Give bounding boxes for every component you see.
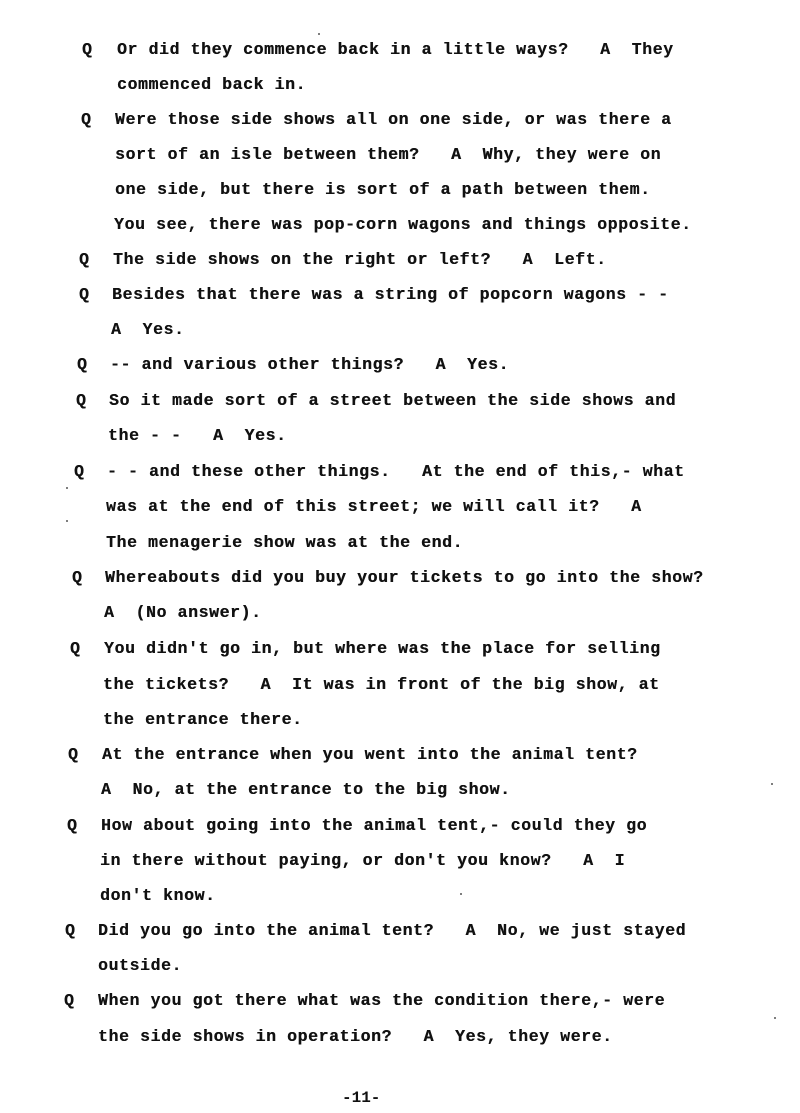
- question-line: Whereabouts did you buy your tickets to go into the show?: [105, 568, 704, 587]
- answer-line: A (No answer).: [104, 603, 262, 622]
- answer-line: A No, at the entrance to the big show.: [101, 780, 511, 799]
- continuation-line: commenced back in.: [117, 75, 307, 94]
- question-marker: Q: [70, 639, 80, 658]
- question-line: Besides that there was a string of popcorn wagons - -: [112, 285, 669, 304]
- question-marker: Q: [79, 285, 89, 304]
- question-marker: Q: [67, 816, 77, 835]
- continuation-line: in there without paying, or don't you know? A I: [100, 851, 626, 870]
- continuation-line: You see, there was pop-corn wagons and things opposite.: [114, 215, 692, 234]
- continuation-line: don't know.: [100, 886, 216, 905]
- question-marker: Q: [81, 110, 91, 129]
- question-marker: Q: [64, 991, 74, 1010]
- scan-speck: [66, 487, 68, 489]
- scan-speck: [774, 1017, 776, 1019]
- question-marker: Q: [76, 391, 86, 410]
- continuation-line: the entrance there.: [103, 710, 303, 729]
- question-marker: Q: [74, 462, 84, 481]
- answer-line: A Yes.: [111, 320, 185, 339]
- question-marker: Q: [72, 568, 82, 587]
- question-line: -- and various other things? A Yes.: [110, 355, 510, 374]
- page-number: -11-: [342, 1089, 381, 1107]
- question-marker: Q: [68, 745, 78, 764]
- scan-speck: [318, 33, 320, 35]
- continuation-line: the side shows in operation? A Yes, they were.: [98, 1027, 613, 1046]
- question-line: So it made sort of a street between the side shows and: [109, 391, 677, 410]
- question-line: At the entrance when you went into the animal tent?: [102, 745, 638, 764]
- question-line: - - and these other things. At the end of this,- what: [107, 462, 685, 481]
- continuation-line: the tickets? A It was in front of the big show, at: [103, 675, 660, 694]
- question-line: You didn't go in, but where was the place for selling: [104, 639, 661, 658]
- continuation-line: was at the end of this street; we will call it? A: [106, 497, 642, 516]
- continuation-line: The menagerie show was at the end.: [106, 533, 464, 552]
- question-line: Or did they commence back in a little ways? A They: [117, 40, 674, 59]
- scan-speck: [460, 893, 462, 895]
- scan-speck: [771, 783, 773, 785]
- question-marker: Q: [77, 355, 87, 374]
- question-line: The side shows on the right or left? A Left.: [113, 250, 607, 269]
- question-marker: Q: [79, 250, 89, 269]
- question-line: When you got there what was the condition there,- were: [98, 991, 666, 1010]
- continuation-line: outside.: [98, 956, 183, 975]
- question-marker: Q: [82, 40, 92, 59]
- scan-speck: [66, 520, 68, 522]
- question-line: Were those side shows all on one side, or was there a: [115, 110, 672, 129]
- continuation-line: sort of an isle between them? A Why, they were on: [115, 145, 662, 164]
- continuation-line: the - - A Yes.: [108, 426, 287, 445]
- question-line: Did you go into the animal tent? A No, we just stayed: [98, 921, 687, 940]
- continuation-line: one side, but there is sort of a path between them.: [115, 180, 651, 199]
- question-marker: Q: [65, 921, 75, 940]
- question-line: How about going into the animal tent,- could they go: [101, 816, 648, 835]
